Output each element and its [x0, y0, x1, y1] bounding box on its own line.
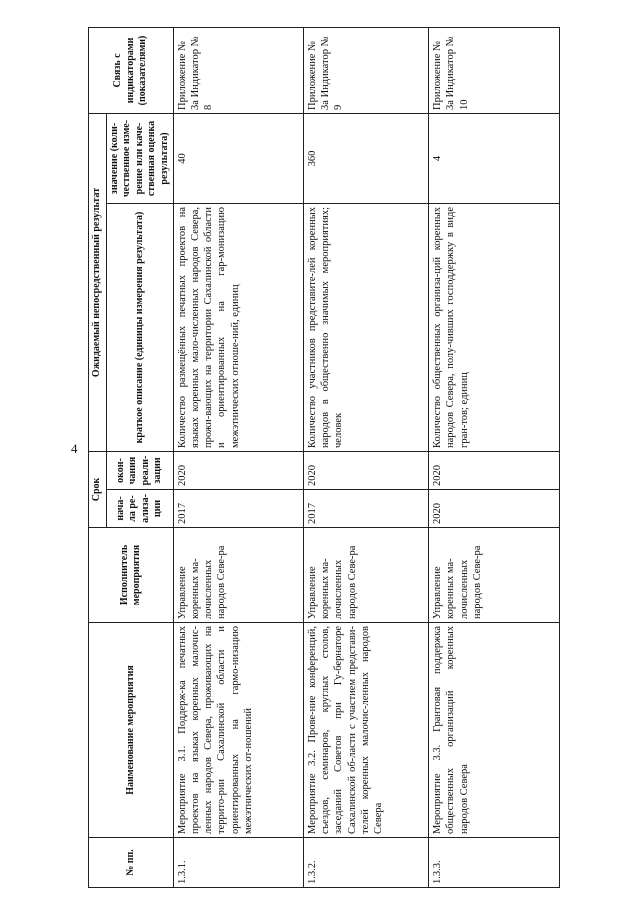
row-executor: Управление коренных ма-лочисленных народов Севе-ра [174, 528, 304, 623]
measures-table [88, 27, 560, 888]
header-link: Связь с индикаторами (показателями) [89, 27, 174, 113]
header-name: Наименование мероприятия [89, 623, 174, 838]
table-row [174, 27, 304, 887]
row-executor: Управление коренных ма-лочисленных народов Севе-ра [304, 528, 429, 623]
page-number: 4 [71, 441, 78, 456]
row-end: 2020 [304, 451, 429, 489]
row-link: Приложение № 3а Индикатор № 8 [174, 27, 304, 113]
row-executor: Управление коренных ма-лочисленных народов Севе-ра [429, 528, 559, 623]
table-row [304, 27, 429, 887]
row-desc: Количество общественных организа-ций коренных народов Севера, полу-чивших господдержку в виде гран-тов; единиц [429, 203, 559, 451]
header-period: Срок [89, 451, 107, 527]
row-desc: Количество участников представите-лей коренных народов в общественно значимых мероприятиях; человек [304, 203, 429, 451]
row-link: Приложение № 3а Индикатор № 10 [429, 27, 559, 113]
header-num: № пп. [89, 838, 174, 888]
header-executor: Исполнитель мероприятия [89, 528, 174, 623]
header-end: окон-чания реали-зации [106, 451, 174, 489]
row-link: Приложение № 3а Индикатор № 9 [304, 27, 429, 113]
header-expected: Ожидаемый непосредственный результат [89, 113, 107, 451]
row-value: 360 [304, 113, 429, 203]
row-name: Мероприятие 3.1. Поддерж-ка печатных проектов на языках коренных малочис-ленных народов Севера, проживающих на террито-рии Сахалинской области и ориентированных на гармо-низацию межэтнических от-ношений [174, 623, 304, 838]
rotated-table-container [88, 28, 548, 888]
row-num: 1.3.2. [304, 838, 429, 888]
row-start: 2020 [429, 490, 559, 528]
header-short-desc: краткое описание (единицы измерения результата) [106, 203, 174, 451]
row-start: 2017 [174, 490, 304, 528]
row-start: 2017 [304, 490, 429, 528]
table-row [429, 27, 559, 887]
header-start: нача-ла ре-ализа-ции [106, 490, 174, 528]
row-num: 1.3.1. [174, 838, 304, 888]
row-name: Мероприятие 3.3. Грантовая поддержка общественных организаций коренных народов Севера [429, 623, 559, 838]
row-value: 4 [429, 113, 559, 203]
row-end: 2020 [429, 451, 559, 489]
row-name: Мероприятие 3.2. Прове-ние конференций, съездов, семинаров, круглых столов, заседаний Советов при Гу-бернаторе Сахалинской об-ласти с участием представи-телей коренных малочис-ленных народов Севера [304, 623, 429, 838]
row-num: 1.3.3. [429, 838, 559, 888]
row-desc: Количество размещённых печатных проектов на языках коренных мало-численных народов Севера, прожи-вающих на территории Сахалинской области и ориентированных на гар-монизацию межэтнических отноше-ний, единиц [174, 203, 304, 451]
row-value: 40 [174, 113, 304, 203]
row-end: 2020 [174, 451, 304, 489]
header-value: значение (коли-чественное изме-рение или каче-ственная оценка результата) [106, 113, 174, 203]
